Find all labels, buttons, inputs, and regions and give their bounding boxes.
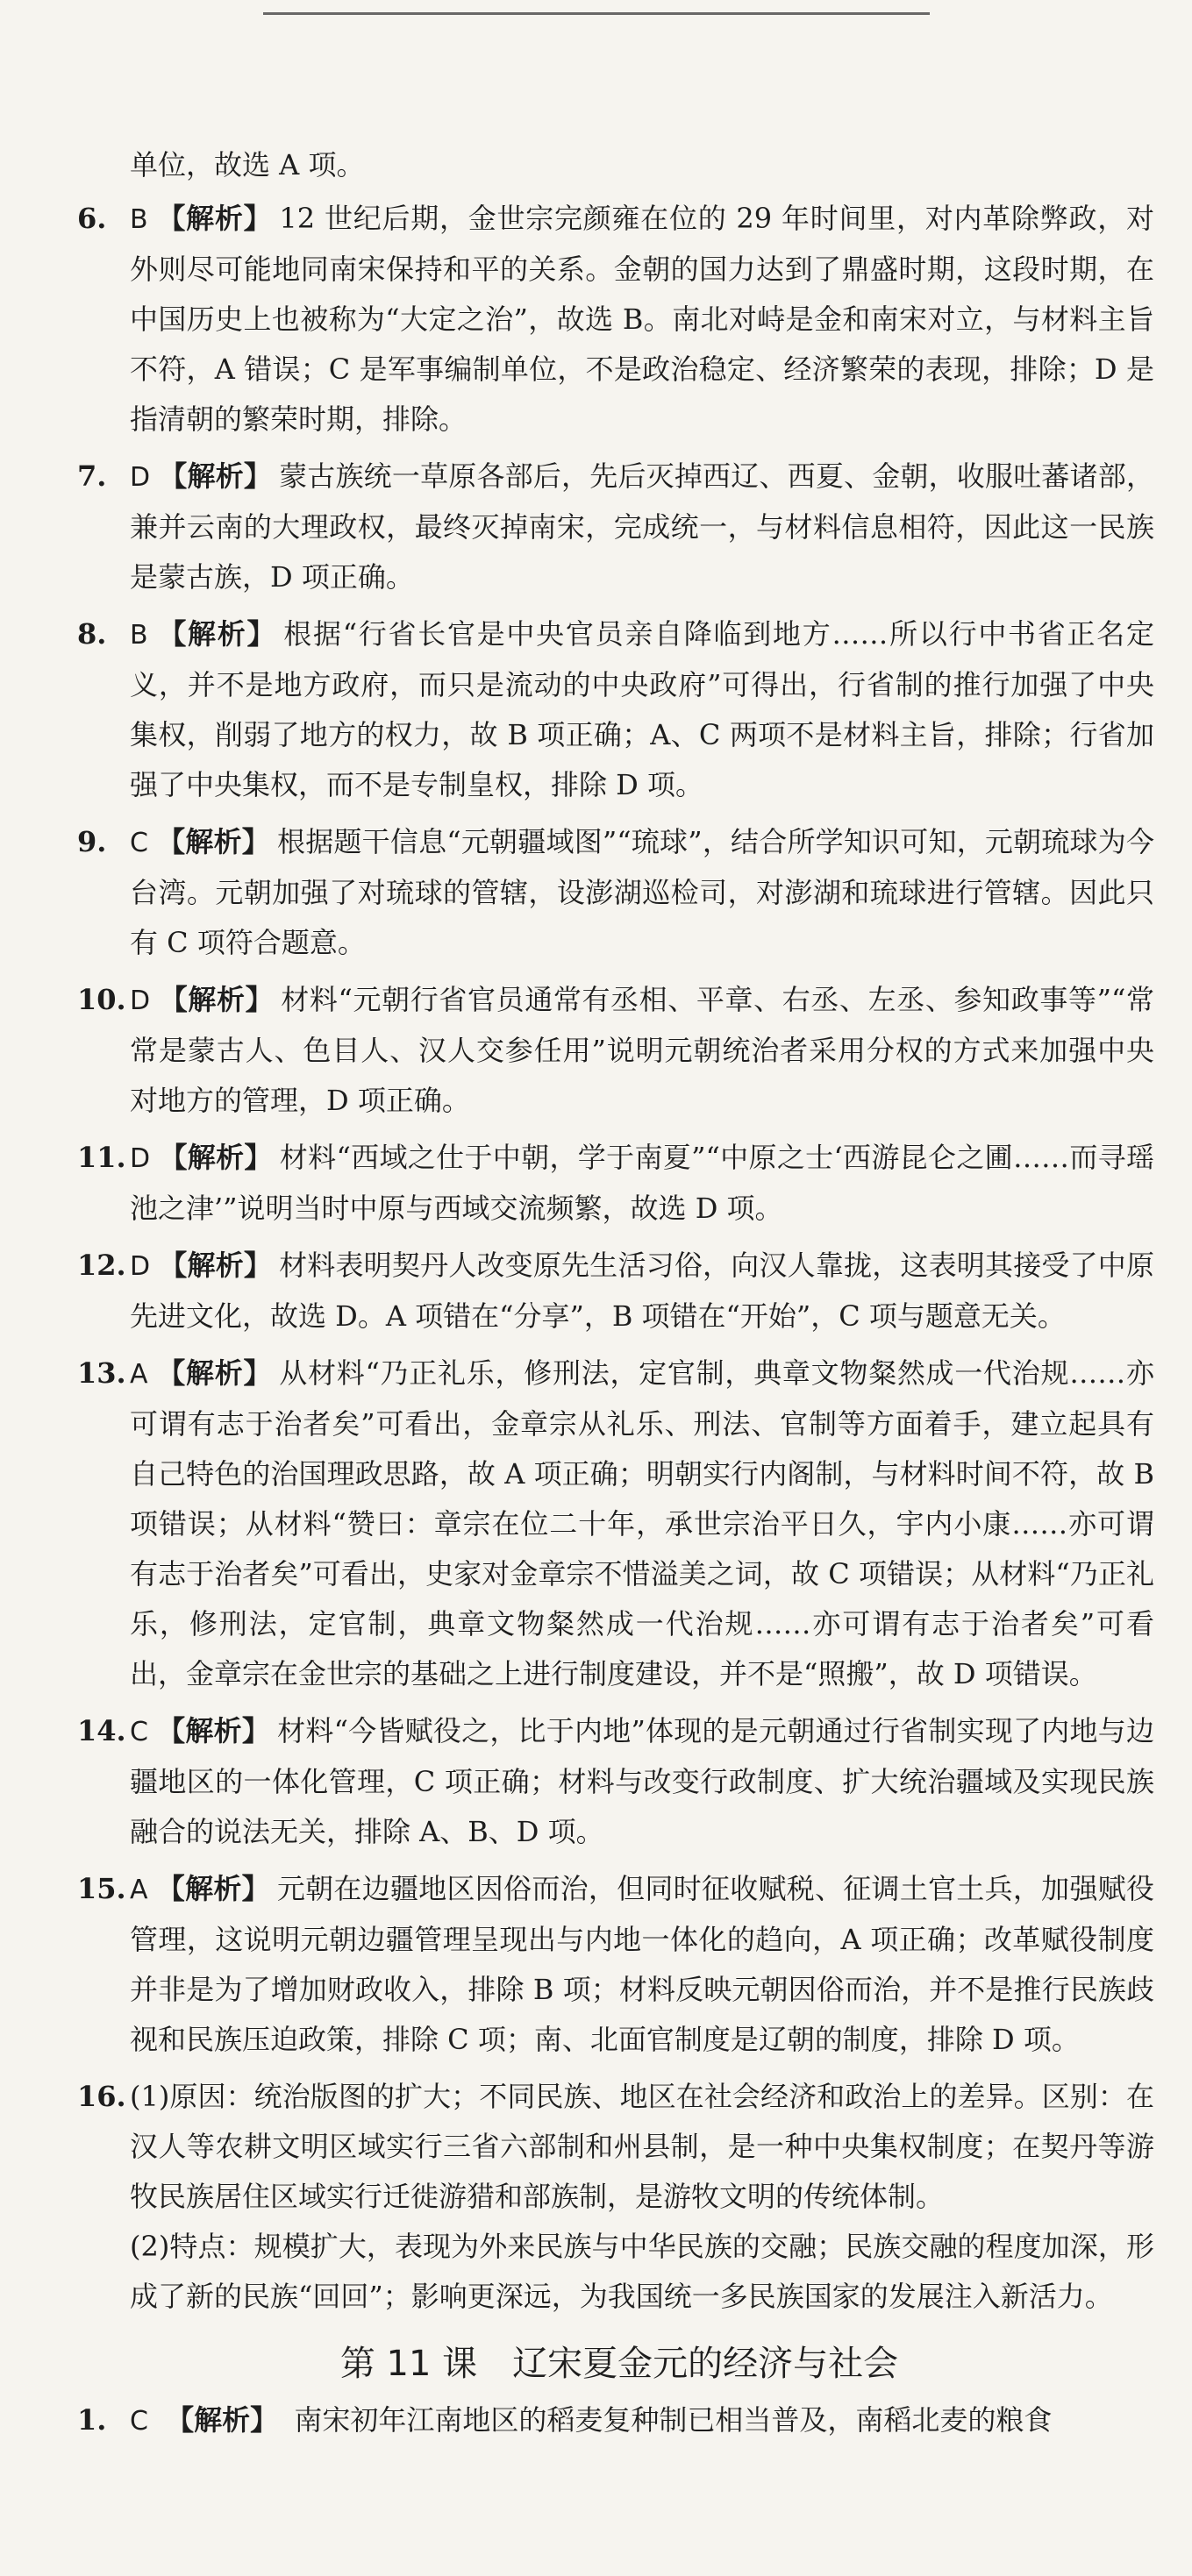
answer-letter: C: [130, 2406, 148, 2437]
item16-part2: (2)特点：规模扩大，表现为外来民族与中华民族的交融；民族交融的程度加深，形成了新的民族“回回”；影响更深远，为我国统一多民族国家的发展注入新活力。: [130, 2230, 1154, 2313]
item-number: 14.: [77, 1714, 126, 1747]
answer-item: [77, 1706, 1154, 1857]
item-number: 1.: [77, 2403, 107, 2437]
section-title: 第 11 课 辽宋夏金元的经济与社会: [339, 2344, 899, 2384]
answer-letter: A: [130, 1359, 148, 1390]
answer-letter: C: [130, 1717, 148, 1747]
answer-letter: D: [130, 986, 151, 1016]
analysis-text: 材料“元朝行省官员通常有丞相、平章、右丞、左丞、参知政事等”“常常是蒙古人、色目人、汉人交参任用”说明元朝统治者采用分权的方式来加强中央对地方的管理，D 项正确。: [130, 983, 1154, 1117]
analysis-text: 蒙古族统一草原各部后，先后灭掉西辽、西夏、金朝，收服吐蕃诸部，兼并云南的大理政权，最终灭掉南宋，完成统一，与材料信息相符，因此这一民族是蒙古族，D 项正确。: [130, 459, 1154, 594]
analysis-text: 从材料“乃正礼乐，修刑法，定官制，典章文物粲然成一代治规……亦可谓有志于治者矣”可看出，金章宗从礼乐、刑法、官制等方面着手，建立起具有自己特色的治国理政思路，故 A 项正确；明朝实行内阁制，与材料时间不符，故 B 项错误；从材料“赞曰：章宗在位二十年，承世宗治平日久，宇内小康……亦可谓有志于治者矣”可看出，史家对金章宗不惜溢美之词，故 C 项错误；从材料“乃正礼乐，修刑法，定官制，典章文物粲然成一代治规……亦可谓有志于治者矣”可看出，金章宗在金世宗的基础之上进行制度建设，并不是“照搬”，故 D 项错误。: [130, 1356, 1154, 1690]
answer-letter: C: [130, 828, 148, 858]
analysis-tag: 【解析】: [159, 1249, 273, 1282]
analysis-text: 南宋初年江南地区的稻麦复种制已相当普及，南稻北麦的粮食: [294, 2403, 1053, 2437]
answer-letter: D: [130, 1251, 151, 1282]
answer-list: [77, 194, 1154, 2065]
answer-item-next: [77, 2395, 1154, 2446]
analysis-tag: 【解析】: [156, 617, 277, 651]
answer-item: [77, 1133, 1154, 1234]
answer-item: [77, 1241, 1154, 1341]
item-number: 10.: [77, 983, 126, 1016]
answer-item: [77, 452, 1154, 602]
answer-item: [77, 194, 1154, 445]
answer-letter: A: [130, 1875, 148, 1905]
answer-letter: B: [130, 204, 148, 235]
item-number: 16.: [77, 2080, 126, 2113]
analysis-tag: 【解析】: [156, 1356, 273, 1390]
analysis-tag: 【解析】: [156, 1872, 270, 1905]
answer-item: [77, 1864, 1154, 2065]
item-number: 9.: [77, 825, 107, 858]
answer-item: [77, 609, 1154, 810]
analysis-text: 12 世纪后期，金世宗完颜雍在位的 29 年时间里，对内革除弊政，对外则尽可能地同南宋保持和平的关系。金朝的国力达到了鼎盛时期，这段时期，在中国历史上也被称为“大定之治”，故选 B。南北对峙是金和南宋对立，与材料主旨不符，A 错误；C 是军事编制单位，不是政治稳定、经济繁荣的表现，排除；D 是指清朝的繁荣时期，排除。: [130, 202, 1154, 436]
analysis-text: 根据题干信息“元朝疆域图”“琉球”，结合所学知识可知，元朝琉球为今台湾。元朝加强了对琉球的管辖，设澎湖巡检司，对澎湖和琉球进行管辖。因此只有 C 项符合题意。: [130, 825, 1154, 959]
answer-item: [77, 975, 1154, 1126]
analysis-tag: 【解析】: [156, 202, 273, 235]
item-number: 6.: [77, 202, 107, 235]
item-number: 13.: [77, 1356, 126, 1390]
analysis-tag: 【解析】: [156, 1714, 271, 1747]
item-number: 8.: [77, 617, 107, 651]
continuation-text: 单位，故选 A 项。: [130, 148, 365, 181]
analysis-text: 材料“西域之仕于中朝，学于南夏”“中原之士‘西游昆仑之圃……而寻瑶池之津’”说明当时中原与西域交流频繁，故选 D 项。: [130, 1141, 1154, 1225]
analysis-text: 根据“行省长官是中央官员亲自降临到地方……所以行中书省正名定义，并不是地方政府，而只是流动的中央政府”可得出，行省制的推行加强了中央集权，削弱了地方的权力，故 B 项正确；A、C 两项不是材料主旨，排除；行省加强了中央集权，而不是专制皇权，排除 D 项。: [130, 617, 1154, 801]
analysis-tag: 【解析】: [156, 825, 271, 858]
item-number: 11.: [77, 1141, 126, 1174]
analysis-text: 元朝在边疆地区因俗而治，但同时征收赋税、征调土官土兵，加强赋役管理，这说明元朝边疆管理呈现出与内地一体化的趋向，A 项正确；改革赋役制度并非是为了增加财政收入，排除 B 项；材料反映元朝因俗而治，并不是推行民族歧视和民族压迫政策，排除 C 项；南、北面官制度是辽朝的制度，排除 D 项。: [130, 1872, 1154, 2056]
analysis-text: 材料“今皆赋役之，比于内地”体现的是元朝通过行省制实现了内地与边疆地区的一体化管理，C 项正确；材料与改变行政制度、扩大统治疆域及实现民族融合的说法无关，排除 A、B、D 项。: [130, 1714, 1154, 1848]
analysis-tag: 【解析】: [159, 1141, 273, 1174]
item-number: 7.: [77, 459, 107, 493]
answer-item: [77, 1348, 1154, 1699]
top-rule: [263, 12, 930, 15]
analysis-tag: 【解析】: [159, 459, 273, 493]
analysis-text: 材料表明契丹人改变原先生活习俗，向汉人靠拢，这表明其接受了中原先进文化，故选 D。A 项错在“分享”，B 项错在“开始”，C 项与题意无关。: [130, 1249, 1154, 1333]
item-number: 12.: [77, 1249, 126, 1282]
analysis-tag: 【解析】: [166, 2403, 279, 2437]
answer-letter: D: [130, 1143, 151, 1174]
answer-item: [77, 817, 1154, 968]
item16-part1: (1)原因：统治版图的扩大；不同民族、地区在社会经济和政治上的差异。区别：在汉人等农耕文明区域实行三省六部制和州县制，是一种中央集权制度；在契丹等游牧民族居住区域实行迁徙游猎和部族制，是游牧文明的传统体制。: [130, 2080, 1154, 2213]
item-number: 15.: [77, 1872, 126, 1905]
analysis-tag: 【解析】: [159, 983, 275, 1016]
answer-page: [77, 140, 1154, 2453]
answer-item-16: [77, 2072, 1154, 2322]
answer-letter: D: [130, 462, 151, 493]
answer-letter: B: [130, 620, 148, 651]
